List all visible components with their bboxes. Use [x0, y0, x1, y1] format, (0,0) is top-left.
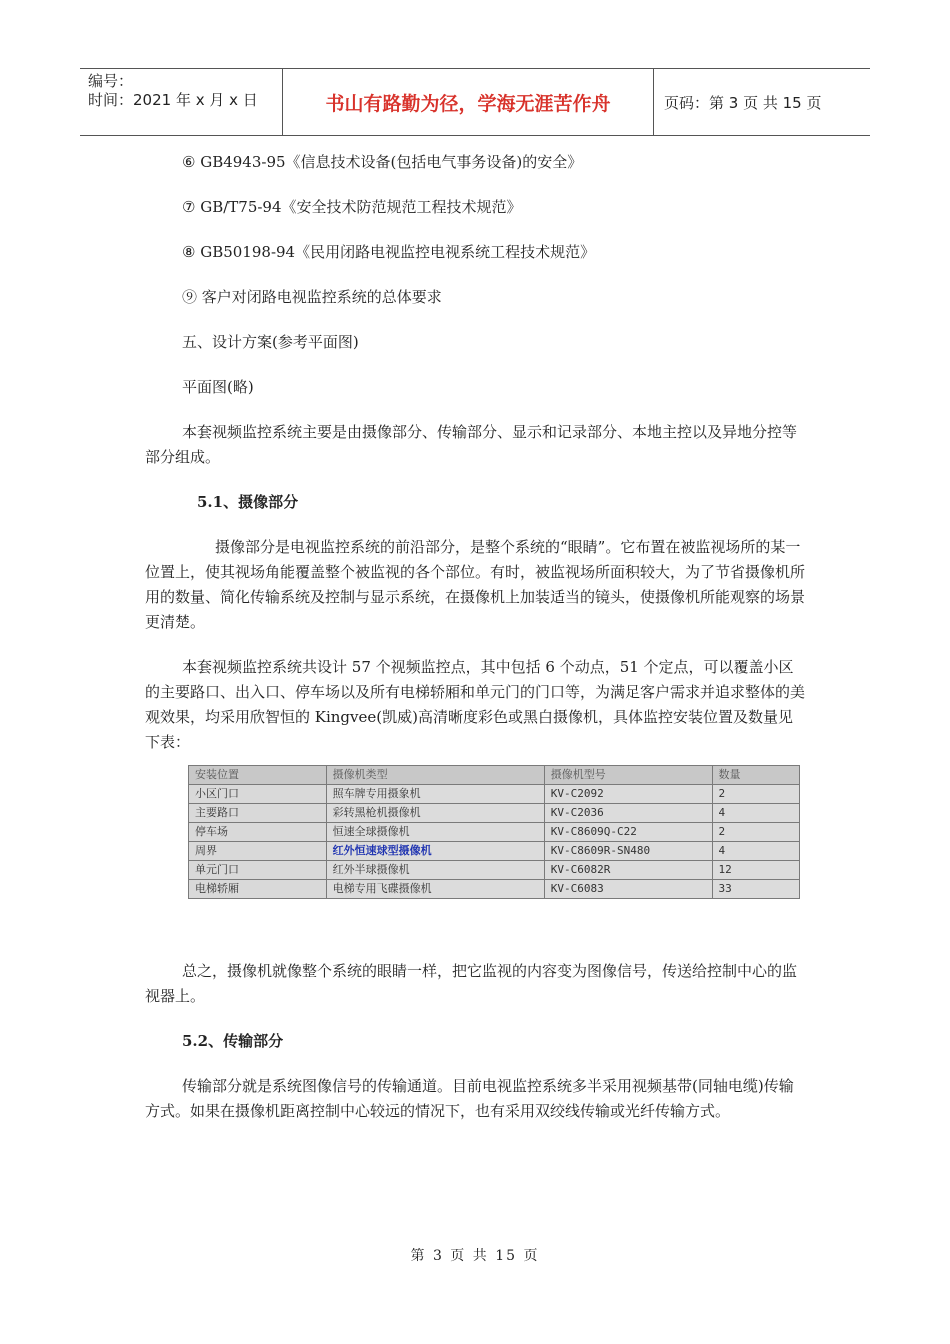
- table-cell: 2: [712, 785, 799, 804]
- table-cell: 2: [712, 823, 799, 842]
- table-row: [189, 785, 800, 804]
- table-cell: 4: [712, 842, 799, 861]
- table-cell: 停车场: [189, 823, 327, 842]
- table-cell: KV-C6082R: [544, 861, 712, 880]
- table-cell: 电梯专用飞碟摄像机: [326, 880, 544, 899]
- camera-table: [188, 765, 800, 899]
- spacer: [145, 899, 805, 959]
- document-body: [145, 150, 805, 1144]
- table-cell: KV-C8609Q-C22: [544, 823, 712, 842]
- camera-table-image: [188, 765, 800, 899]
- table-cell: 恒速全球摄像机: [326, 823, 544, 842]
- header-motto: 书山有路勤为径，学海无涯苦作舟: [282, 69, 654, 135]
- table-cell: KV-C2036: [544, 804, 712, 823]
- table-row: [189, 804, 800, 823]
- table-cell: KV-C2092: [544, 785, 712, 804]
- standard-item-7: ⑦ GB/T75-94《安全技术防范规范工程技术规范》: [182, 198, 522, 216]
- transmission-paragraph: 传输部分就是系统图像信号的传输通道。目前电视监控系统多半采用视频基带(同轴电缆)传输方式。如果在摄像机距离控制中心较远的情况下，也有采用双绞线传输或光纤传输方式。: [145, 1077, 794, 1120]
- table-header-row: [189, 766, 800, 785]
- table-cell: 主要路口: [189, 804, 327, 823]
- table-row: [189, 861, 800, 880]
- standard-item-8: ⑧ GB50198-94《民用闭路电视监控电视系统工程技术规范》: [182, 243, 596, 261]
- table-header-cell: 摄像机类型: [326, 766, 544, 785]
- camera-paragraph-2: 本套视频监控系统共设计 57 个视频监控点，其中包括 6 个动点，51 个定点，可以覆盖小区的主要路口、出入口、停车场以及所有电梯轿厢和单元门的门口等，为满足客户需求并追求整体的美观效果，均采用欣智恒的 Kingvee(凯威)高清晰度彩色或黑白摄像机，具体监控安装位置及数量见下表：: [145, 658, 806, 751]
- table-cell: 红外恒速球型摄像机: [326, 842, 544, 861]
- table-cell: 小区门口: [189, 785, 327, 804]
- plan-note: 平面图(略): [182, 378, 254, 396]
- standard-item-9: ⑨ 客户对闭路电视监控系统的总体要求: [182, 288, 442, 306]
- intro-paragraph: 本套视频监控系统主要是由摄像部分、传输部分、显示和记录部分、本地主控以及异地分控等部分组成。: [145, 423, 798, 466]
- subsection-5-1-title: 5.1、摄像部分: [197, 493, 299, 511]
- header-left: [80, 69, 282, 135]
- table-cell: 彩转黑枪机摄像机: [326, 804, 544, 823]
- table-cell: 红外半球摄像机: [326, 861, 544, 880]
- table-cell: KV-C8609R-SN480: [544, 842, 712, 861]
- table-cell: 33: [712, 880, 799, 899]
- standard-item-6: ⑥ GB4943-95《信息技术设备(包括电气事务设备)的安全》: [182, 153, 583, 171]
- page-header: [80, 68, 870, 136]
- page-footer: 第 3 页 共 15 页: [410, 1248, 540, 1264]
- document-date: 时间：2021 年 x 月 x 日: [88, 91, 258, 109]
- table-cell: 照车牌专用摄象机: [326, 785, 544, 804]
- camera-paragraph-1: 摄像部分是电视监控系统的前沿部分，是整个系统的“眼睛”。它布置在被监视场所的某一位置上，使其视场角能覆盖整个被监视的各个部位。有时，被监视场所面积较大，为了节省摄像机所用的数量、简化传输系统及控制与显示系统，在摄像机上加装适当的镜头，使摄像机所能观察的场景更清楚。: [145, 538, 806, 631]
- subsection-5-2-title: 5.2、传输部分: [182, 1032, 284, 1050]
- table-row: [189, 842, 800, 861]
- table-cell: 4: [712, 804, 799, 823]
- table-row: [189, 823, 800, 842]
- table-row: [189, 880, 800, 899]
- header-page-info: 页码：第 3 页 共 15 页: [664, 93, 822, 112]
- table-cell: 周界: [189, 842, 327, 861]
- table-header-cell: 摄像机型号: [544, 766, 712, 785]
- summary-paragraph: 总之，摄像机就像整个系统的眼睛一样，把它监视的内容变为图像信号，传送给控制中心的监视器上。: [145, 962, 798, 1005]
- document-number-label: 编号：: [88, 72, 134, 90]
- section-5-title: 五、设计方案(参考平面图): [182, 333, 359, 351]
- table-cell: KV-C6083: [544, 880, 712, 899]
- table-cell: 单元门口: [189, 861, 327, 880]
- table-header-cell: 数量: [712, 766, 799, 785]
- table-cell: 12: [712, 861, 799, 880]
- table-header-cell: 安装位置: [189, 766, 327, 785]
- table-cell: 电梯轿厢: [189, 880, 327, 899]
